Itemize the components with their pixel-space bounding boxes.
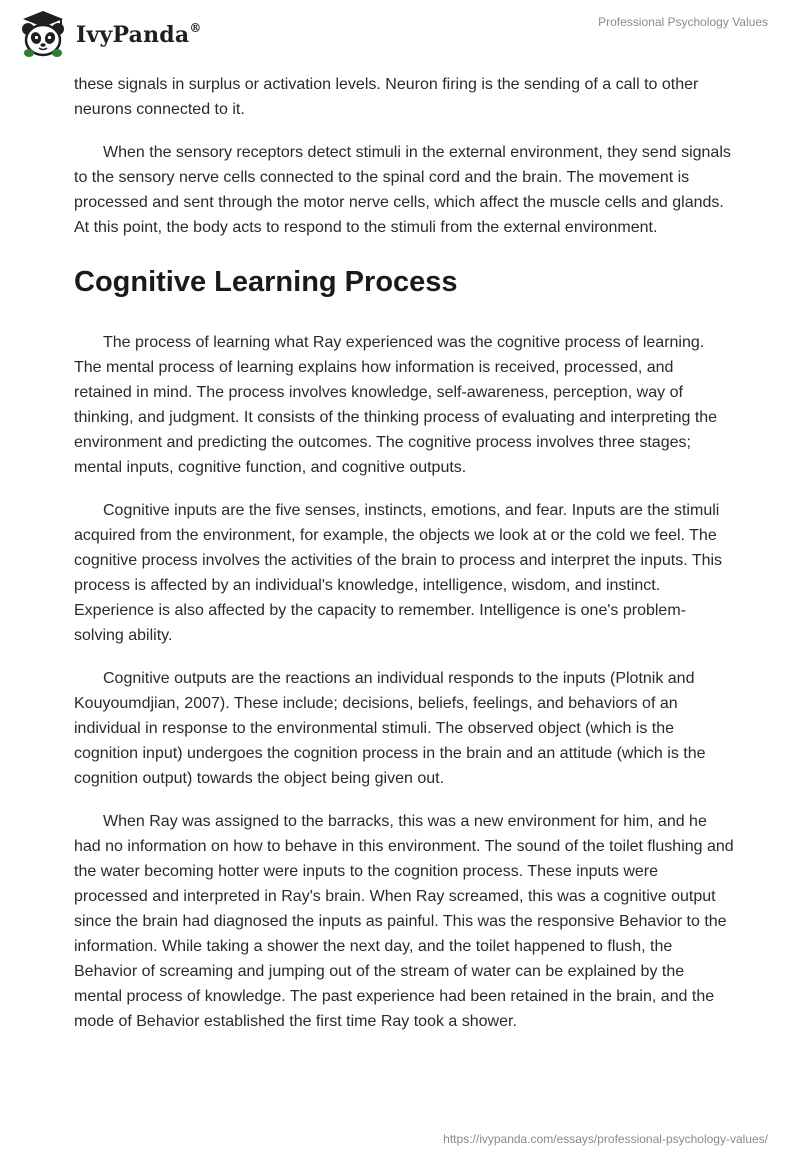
paragraph: these signals in surplus or activation levels. Neuron firing is the sending of a call to other neurons connected to it. [74, 76, 699, 118]
ivypanda-logo[interactable] [16, 8, 202, 62]
source-url[interactable]: https://ivypanda.com/essays/professional-psychology-values/ [443, 1132, 768, 1146]
document-title: Professional Psychology Values [598, 15, 768, 29]
paragraph: Cognitive inputs are the five senses, instincts, emotions, and fear. Inputs are the stimuli acquired from the environment, for example, the objects we look at or the cold we feel. The cognitive process involves the activities of the brain to process and interpret the inputs. This process is affected by an individual's knowledge, intelligence, wisdom, and instinct. Experience is also affected by the capacity to remember. Intelligence is one's problem-solving ability. [74, 502, 723, 644]
panda-logo-icon [16, 8, 70, 62]
section-heading: Cognitive Learning Process [74, 266, 458, 298]
brand-name: IvyPanda® [76, 20, 202, 48]
paragraph: When Ray was assigned to the barracks, this was a new environment for him, and he had no information on how to behave in this environment. The sound of the toilet flushing and the water becoming hotter were inputs to the cognition process. These inputs were processed and interpreted in Ray's brain. When Ray screamed, this was a cognitive output since the brain had diagnosed the inputs as painful. This was the responsive Behavior to the information. While taking a shower the next day, and the toilet happened to flush, the Behavior of screaming and jumping out of the stream of water can be explained by the mental process of knowledge. The past experience had been retained in the brain, and the mode of Behavior established the first time Ray took a shower. [74, 813, 734, 1030]
paragraph: When the sensory receptors detect stimuli in the external environment, they send signals to the sensory nerve cells connected to the spinal cord and the brain. The movement is processed and sent through the motor nerve cells, which affect the muscle cells and glands. At this point, the body acts to respond to the stimuli from the external environment. [74, 144, 731, 236]
paragraph: The process of learning what Ray experienced was the cognitive process of learning. The mental process of learning explains how information is received, processed, and retained in mind. The process involves knowledge, self-awareness, perception, way of thinking, and judgment. It consists of the thinking process of evaluating and interpreting the environment and predicting the outcomes. The cognitive process involves three stages; mental inputs, cognitive function, and cognitive outputs. [74, 334, 718, 476]
page-header [0, 0, 800, 70]
registered-mark: ® [189, 20, 202, 35]
paragraph: Cognitive outputs are the reactions an individual responds to the inputs (Plotnik and Kouyoumdjian, 2007). These include; decisions, beliefs, feelings, and behaviors of an individual in response to the environmental stimuli. The observed object (which is the cognition input) undergoes the cognition process in the brain and an attitude (which is the cognition output) towards the object being given out. [74, 670, 706, 787]
essay-body [74, 72, 734, 1052]
